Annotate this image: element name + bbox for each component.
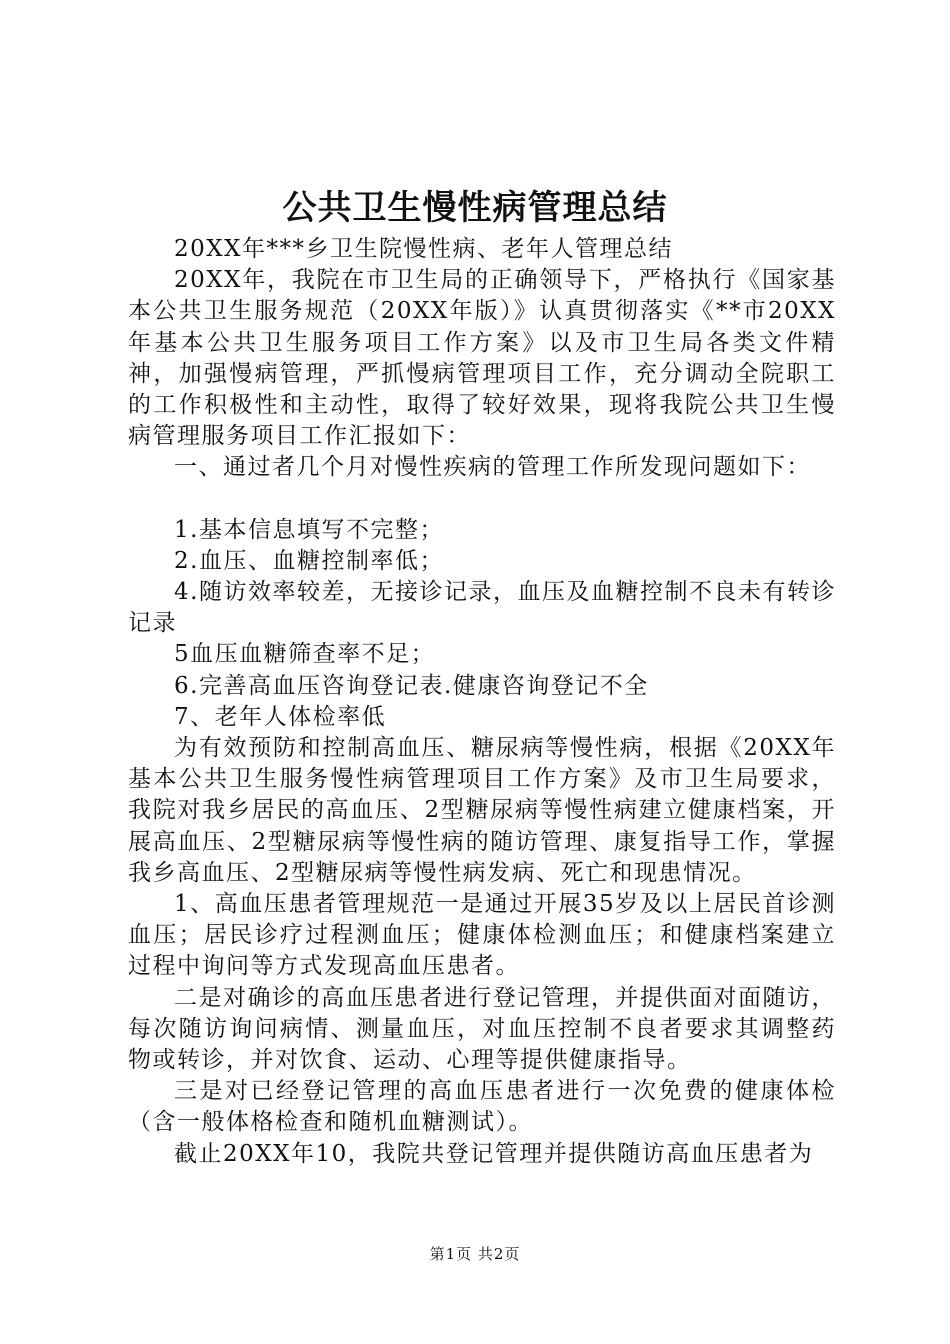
document-title: 公共卫生慢性病管理总结 [282, 188, 668, 228]
intro-paragraph: 20XX年，我院在市卫生局的正确领导下，严格执行《国家基本公共卫生服务规范（20XX年版）》认真贯彻落实《**市20XX年基本公共卫生服务项目工作方案》以及市卫生局各类文件精神，加强慢病管理，严抓慢病管理项目工作，充分调动全院职工的工作积极性和主动性，取得了较好效果，现将我院公共卫生慢病管理服务项目工作汇报如下： [128, 267, 836, 450]
document-body [128, 234, 836, 1170]
problem-item: 1.基本信息填写不完整； [174, 516, 444, 543]
page-footer: 第1页 共2页 [429, 1245, 521, 1263]
statistics-paragraph: 截止20XX年10，我院共登记管理并提供随访高血压患者为 [174, 1140, 814, 1167]
physical-exam-paragraph: 三是对已经登记管理的高血压患者进行一次免费的健康体检（含一般体格检查和随机血糖测试）。 [128, 1078, 836, 1136]
problem-item: 4.随访效率较差，无接诊记录，血压及血糖控制不良未有转诊记录 [128, 579, 836, 637]
problem-item: 7、老年人体检率低 [174, 703, 387, 730]
prevention-paragraph: 为有效预防和控制高血压、糖尿病等慢性病，根据《20XX年基本公共卫生服务慢性病管理项目工作方案》及市卫生局要求，我院对我乡居民的高血压、2型糖尿病等慢性病建立健康档案，开展高血压、2型糖尿病等慢性病的随访管理、康复指导工作，掌握我乡高血压、2型糖尿病等慢性病发病、死亡和现患情况。 [128, 735, 836, 886]
blank-line [128, 484, 836, 515]
registration-paragraph: 二是对确诊的高血压患者进行登记管理，并提供面对面随访，每次随访询问病情、测量血压，对血压控制不良者要求其调整药物或转诊，并对饮食、运动、心理等提供健康指导。 [128, 984, 836, 1074]
problem-item: 5血压血糖筛查率不足； [174, 641, 436, 668]
section-heading-problems: 一、通过者几个月对慢性疾病的管理工作所发现问题如下： [174, 454, 811, 481]
hypertension-management-paragraph: 1、高血压患者管理规范一是通过开展35岁及以上居民首诊测血压；居民诊疗过程测血压；健康体检测血压；和健康档案建立过程中询问等方式发现高血压患者。 [128, 891, 836, 980]
problem-item: 6.完善高血压咨询登记表.健康咨询登记不全 [174, 672, 649, 699]
problem-item: 2.血压、血糖控制率低； [174, 547, 444, 574]
subtitle-line: 20XX年***乡卫生院慢性病、老年人管理总结 [174, 236, 674, 262]
